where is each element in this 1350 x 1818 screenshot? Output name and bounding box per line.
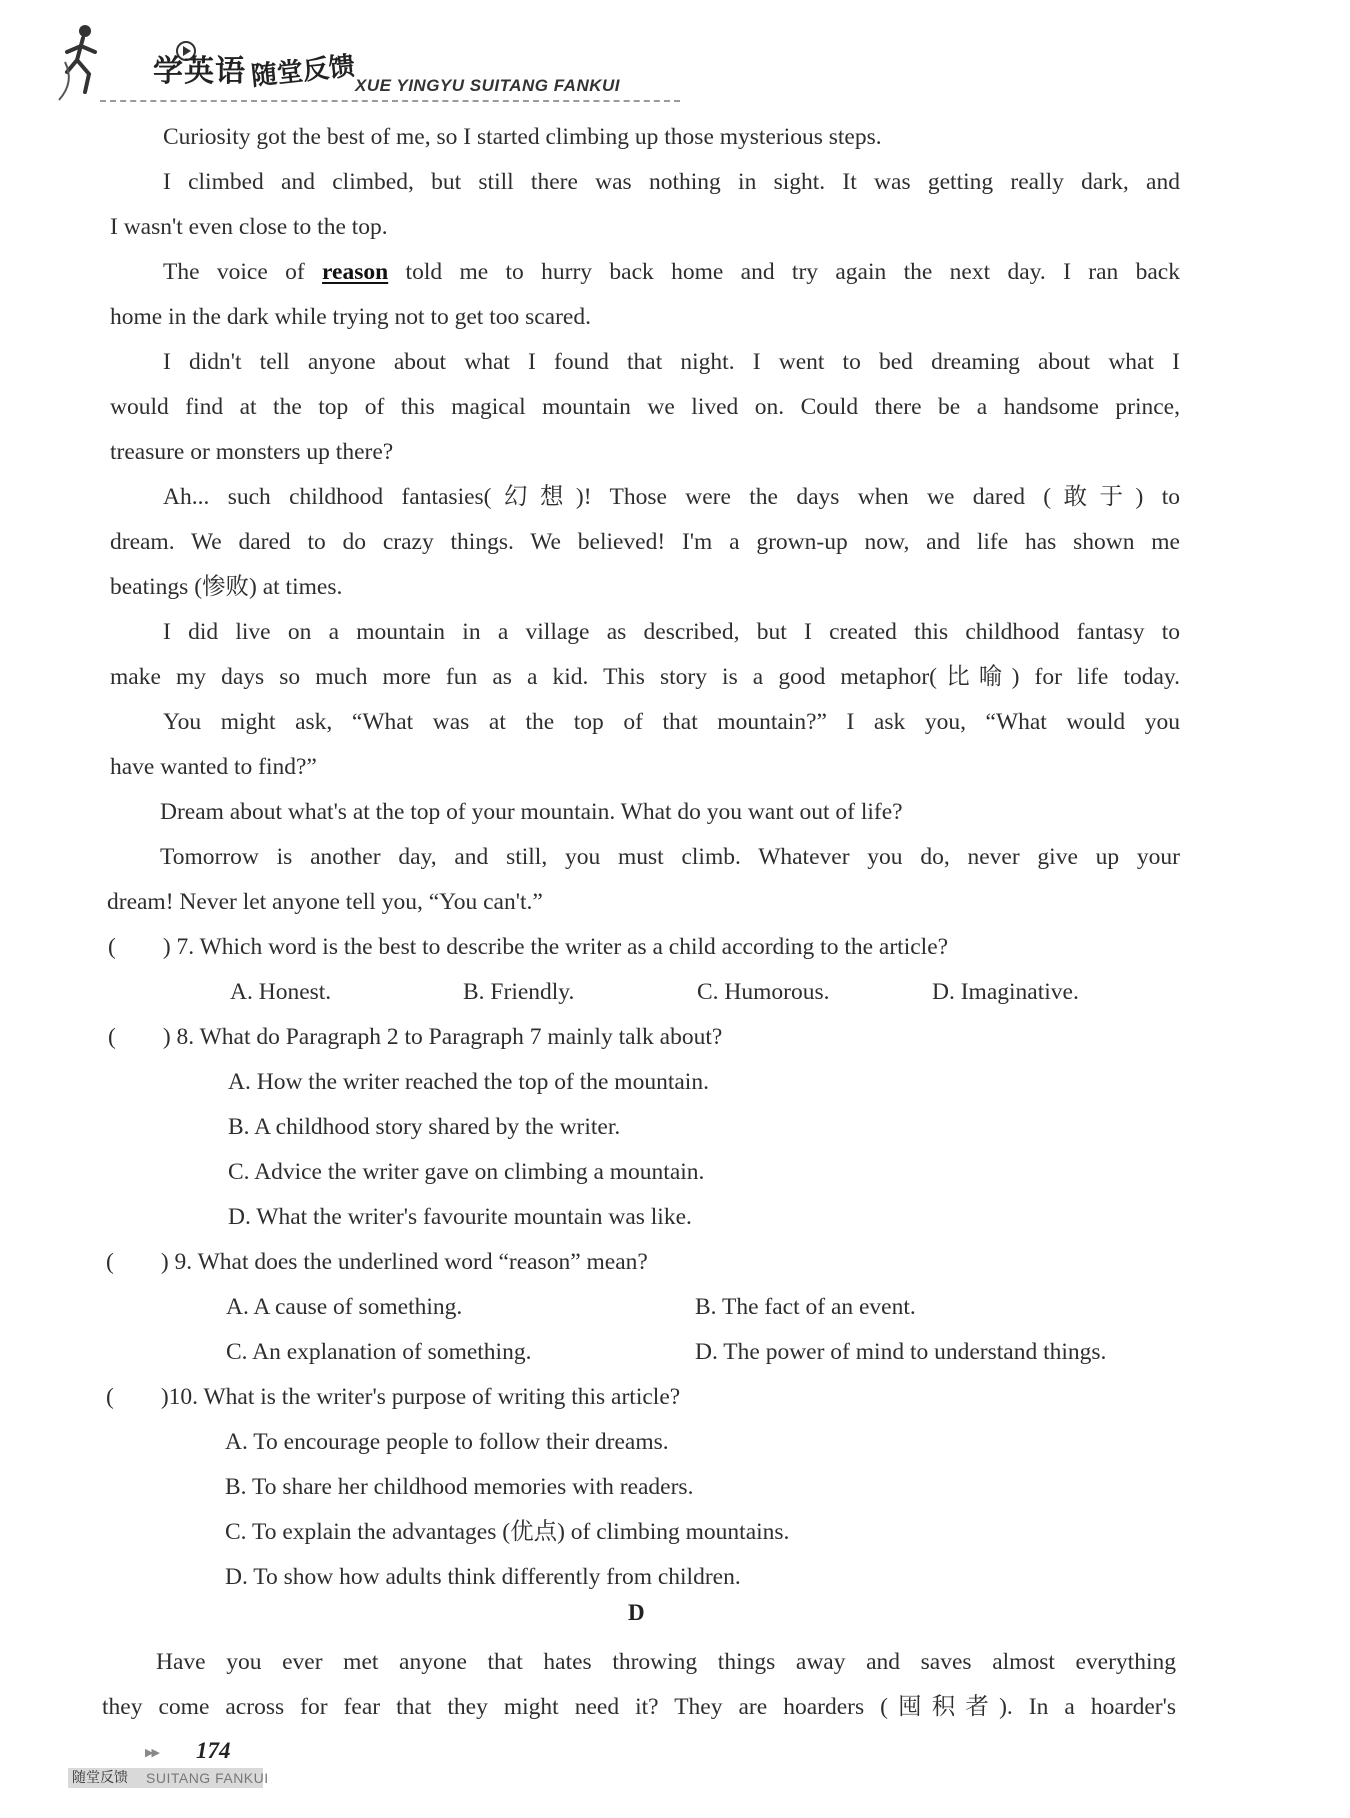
header-divider bbox=[100, 100, 680, 102]
passage-line: I climbed and climbed, but still there was nothing in sight. It was getting really dark, and bbox=[163, 169, 1180, 195]
underlined-word-reason: reason bbox=[322, 259, 389, 285]
passage-line: Dream about what's at the top of your mountain. What do you want out of life? bbox=[160, 799, 903, 825]
passage-line: home in the dark while trying not to get too scared. bbox=[110, 304, 591, 330]
passage-line: Curiosity got the best of me, so I started climbing up those mysterious steps. bbox=[163, 124, 882, 150]
passage-line: have wanted to find?” bbox=[110, 754, 317, 780]
header-title-en: XUE YINGYU SUITANG FANKUI bbox=[355, 76, 621, 95]
section-d-line: they come across for fear that they might need it? They are hoarders (囤积者). In a hoarder's bbox=[102, 1694, 1176, 1720]
question-7-option-c: C. Humorous. bbox=[697, 979, 830, 1005]
passage-line: You might ask, “What was at the top of that mountain?” I ask you, “What would you bbox=[163, 709, 1180, 735]
passage-line: treasure or monsters up there? bbox=[110, 439, 394, 465]
question-9-option-d: D. The power of mind to understand things. bbox=[695, 1339, 1107, 1365]
question-10-option-c: C. To explain the advantages (优点) of climbing mountains. bbox=[225, 1519, 790, 1545]
page-number: 174 bbox=[196, 1738, 231, 1763]
footer-label-cn: 随堂反馈 bbox=[72, 1770, 128, 1786]
header-subtitle-cn: 随堂反馈 bbox=[249, 51, 357, 93]
passage-text: told me to hurry back home and try again the next day. I ran back bbox=[388, 259, 1180, 285]
question-10-stem: ( )10. What is the writer's purpose of writing this article? bbox=[106, 1384, 681, 1410]
passage-line: beatings (惨败) at times. bbox=[110, 574, 343, 600]
passage-text: The voice of bbox=[163, 259, 323, 285]
question-9-option-a: A. A cause of something. bbox=[226, 1294, 463, 1320]
passage-line: make my days so much more fun as a kid. This story is a good metaphor(比喻) for life today. bbox=[110, 664, 1180, 690]
header-title-cn: 学英语 bbox=[153, 54, 246, 89]
question-8-option-d: D. What the writer's favourite mountain was like. bbox=[228, 1204, 692, 1230]
question-8-option-b: B. A childhood story shared by the writer. bbox=[228, 1114, 621, 1140]
passage-line: dream! Never let anyone tell you, “You can't.” bbox=[107, 889, 543, 915]
question-10-option-b: B. To share her childhood memories with readers. bbox=[225, 1474, 694, 1500]
question-7-option-b: B. Friendly. bbox=[463, 979, 575, 1005]
question-10-option-d: D. To show how adults think differently from children. bbox=[225, 1564, 741, 1590]
question-9-option-b: B. The fact of an event. bbox=[695, 1294, 916, 1320]
question-10-option-a: A. To encourage people to follow their dreams. bbox=[225, 1429, 669, 1455]
question-8-stem: ( ) 8. What do Paragraph 2 to Paragraph 7 mainly talk about? bbox=[108, 1024, 723, 1050]
passage-line: I did live on a mountain in a village as described, but I created this childhood fantasy to bbox=[163, 619, 1180, 645]
passage-line: Tomorrow is another day, and still, you must climb. Whatever you do, never give up your bbox=[160, 844, 1180, 870]
passage-line bbox=[163, 258, 1180, 286]
arrow-icon: ▶▶ bbox=[145, 1746, 158, 1759]
footer-label-en: SUITANG FANKUI bbox=[146, 1770, 269, 1786]
page-header bbox=[55, 18, 635, 108]
question-7-stem: ( ) 7. Which word is the best to describe the writer as a child according to the article? bbox=[108, 934, 949, 960]
question-8-option-c: C. Advice the writer gave on climbing a mountain. bbox=[228, 1159, 705, 1185]
passage-line: dream. We dared to do crazy things. We believed! I'm a grown-up now, and life has shown me bbox=[110, 529, 1180, 555]
question-8-option-a: A. How the writer reached the top of the mountain. bbox=[228, 1069, 709, 1095]
passage-line: Ah... such childhood fantasies(幻想)! Those were the days when we dared (敢于) to bbox=[163, 484, 1180, 510]
section-heading-d: D bbox=[628, 1600, 645, 1625]
passage-line: would find at the top of this magical mountain we lived on. Could there be a handsome prince, bbox=[110, 394, 1180, 420]
runner-logo-icon bbox=[55, 22, 125, 104]
question-7-option-d: D. Imaginative. bbox=[932, 979, 1079, 1005]
section-d-line: Have you ever met anyone that hates throwing things away and saves almost everything bbox=[156, 1649, 1176, 1675]
question-9-stem: ( ) 9. What does the underlined word “reason” mean? bbox=[106, 1249, 648, 1275]
passage-line: I didn't tell anyone about what I found that night. I went to bed dreaming about what I bbox=[163, 349, 1180, 375]
passage-line: I wasn't even close to the top. bbox=[110, 214, 388, 240]
question-7-option-a: A. Honest. bbox=[230, 979, 332, 1005]
question-9-option-c: C. An explanation of something. bbox=[226, 1339, 532, 1365]
